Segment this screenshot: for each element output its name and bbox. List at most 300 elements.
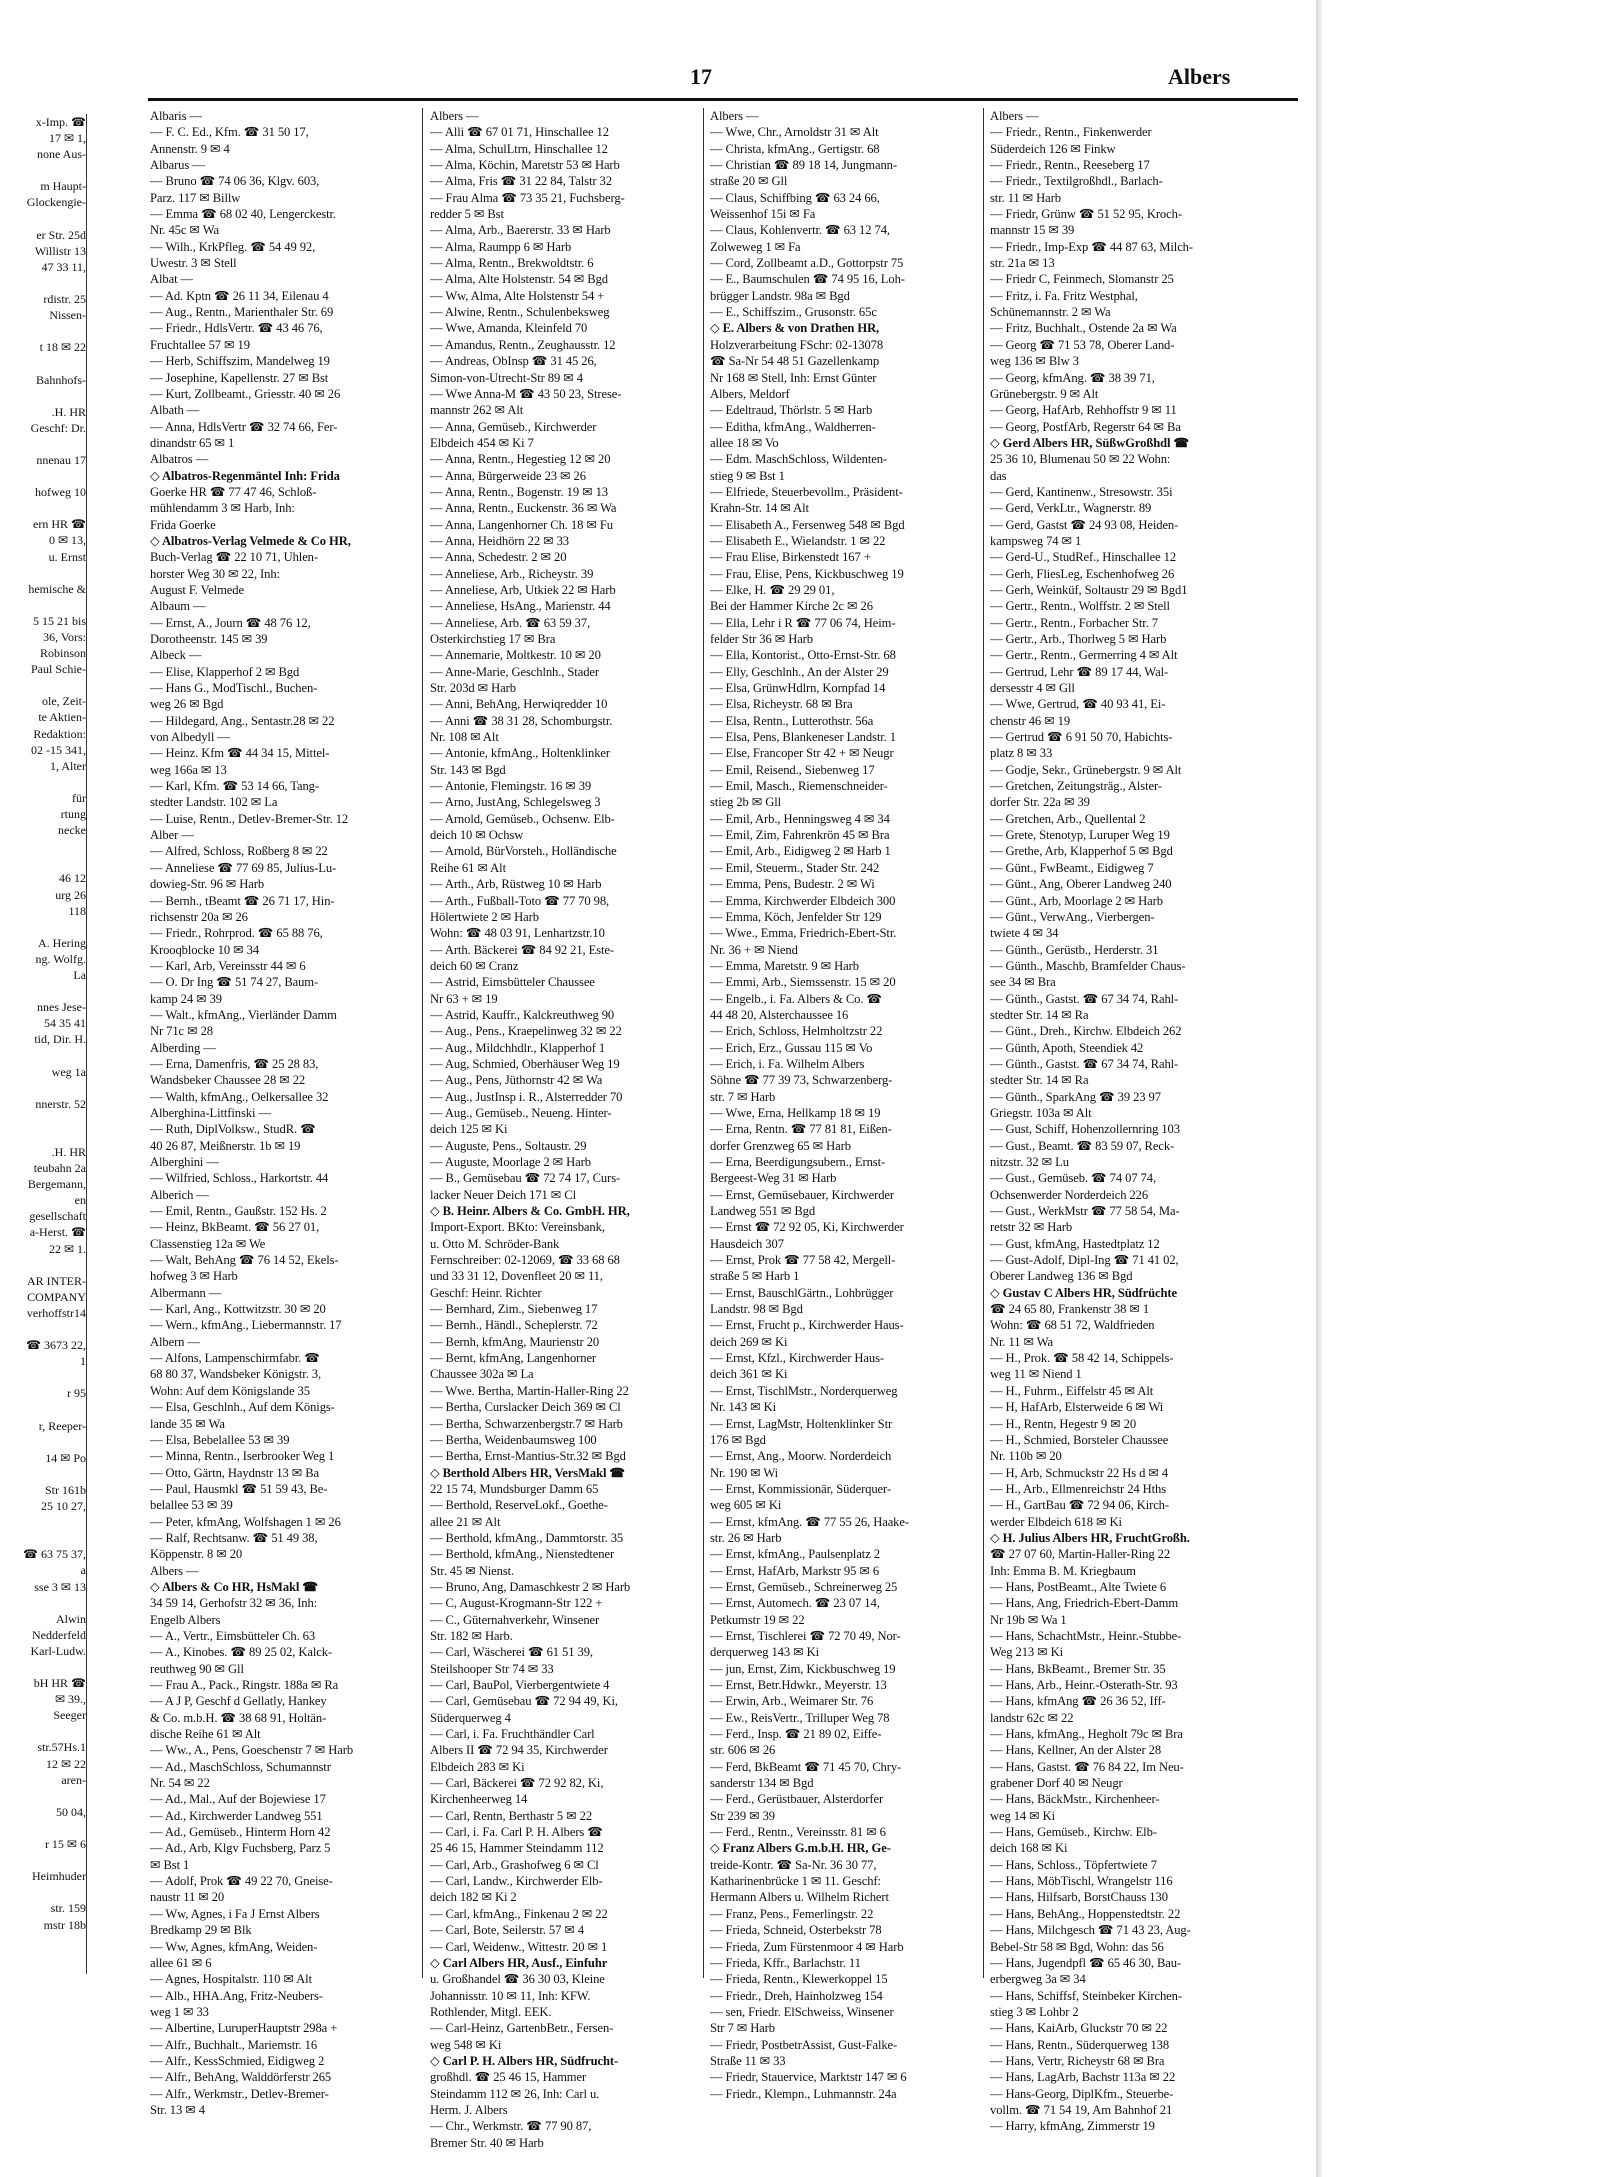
directory-entry-line: — Peter, kfmAng, Wolfshagen 1 ✉ 26 <box>150 1514 341 1529</box>
directory-entry-line <box>0 211 86 227</box>
directory-entry-line <box>0 355 86 371</box>
running-head: Albers <box>1168 64 1231 89</box>
directory-entry-line: — Hans, Gastst. ☎ 76 84 22, Im Neu- <box>990 1759 1184 1774</box>
directory-entry-line: — Emil, Reisend., Siebenweg 17 <box>710 762 875 777</box>
directory-entry-line: — Ernst, Kfzl., Kirchwerder Haus- <box>710 1351 885 1366</box>
directory-entry-line: — H., Arb., Ellmenreichstr 24 Hths <box>990 1481 1167 1496</box>
directory-entry-line: Nissen- <box>49 308 86 323</box>
directory-entry-line: — Ad., Arb, Klgv Fuchsberg, Parz 5 <box>150 1841 331 1856</box>
directory-entry-line: — Bertha, Weidenbaumsweg 100 <box>430 1432 597 1447</box>
directory-entry-line: Albers — <box>710 109 759 123</box>
directory-entry-line: — Friedr., Textilgroßhdl., Barlach- <box>990 174 1163 189</box>
directory-entry-line: — Carl-Heinz, GartenbBetr., Fersen- <box>430 2021 614 2036</box>
directory-entry-line: — Günt., Dreh., Kirchw. Elbdeich 262 <box>990 1024 1182 1039</box>
directory-entry-line: — Emmi, Arb., Siemssenstr. 15 ✉ 20 <box>710 975 896 990</box>
directory-entry-line: — Ernst, Automech. ☎ 23 07 14, <box>710 1596 880 1611</box>
directory-entry-line <box>0 1530 86 1546</box>
directory-entry-line: 25 10 27, <box>41 1499 86 1514</box>
directory-entry-line: — Anneliese, Arb. ☎ 63 59 37, <box>430 615 591 630</box>
directory-entry-line: — Alma, Köchin, Maretstr 53 ✉ Harb <box>430 158 620 173</box>
directory-entry-line: Willistr 13 <box>34 243 86 258</box>
directory-entry-line: — Frau Elise, Birkenstedt 167 + <box>710 550 871 565</box>
directory-entry-line: Str. 45 ✉ Nienst. <box>430 1563 515 1578</box>
directory-entry-line: 22 ✉ 1. <box>48 1241 86 1256</box>
directory-entry-line: Grünebergstr. 9 ✉ Alt <box>990 386 1099 401</box>
directory-entry-line: — Hans, Rentn., Süderquerweg 138 <box>990 2037 1170 2052</box>
directory-entry-line: — Karl, Ang., Kottwitzstr. 30 ✉ 20 <box>150 1302 326 1317</box>
directory-entry-line: deich 361 ✉ Ki <box>710 1367 788 1382</box>
directory-entry-line: — Ew., ReisVertr., Trilluper Weg 78 <box>710 1710 890 1725</box>
directory-entry-line: Classenstieg 12a ✉ We <box>150 1236 266 1251</box>
directory-entry-line: Petkumstr 19 ✉ 22 <box>710 1612 805 1627</box>
directory-entry-line: r, Reeper- <box>38 1418 86 1433</box>
directory-entry-line: nnenau 17 <box>36 452 86 467</box>
directory-entry-line: — Auguste, Pens., Soltaustr. 29 <box>430 1138 587 1153</box>
directory-entry-line: stieg 3 ✉ Lohbr 2 <box>990 2004 1079 2019</box>
directory-entry-line: — Friedr C, Feinmech, Slomanstr 25 <box>990 272 1174 287</box>
directory-entry-line <box>0 388 86 404</box>
directory-entry-line: str. 159 <box>50 1901 86 1916</box>
directory-entry-line: werder Elbdeich 618 ✉ Ki <box>990 1514 1122 1529</box>
directory-entry-line: — Josephine, Kapellenstr. 27 ✉ Bst <box>150 370 329 385</box>
directory-entry-line: retstr 32 ✉ Harb <box>990 1220 1073 1235</box>
directory-entry-line: — Heinz. Kfm ☎ 44 34 15, Mittel- <box>150 746 330 761</box>
directory-entry-line: & Co. m.b.H. ☎ 38 68 91, Holtän- <box>150 1710 327 1725</box>
directory-entry-line: allee 21 ✉ Alt <box>430 1514 501 1529</box>
directory-entry-line: 118 <box>68 903 86 918</box>
directory-entry-line: — Anna, Rentn., Bogenstr. 19 ✉ 13 <box>430 484 608 499</box>
directory-entry-line: Wohn: Auf dem Königslande 35 <box>150 1383 310 1398</box>
firm-entry-line: ◇ Carl Albers HR, Ausf., Einfuhr <box>430 1955 608 1970</box>
directory-entry-line: Hermann Albers u. Wilhelm Richert <box>710 1890 889 1905</box>
directory-entry-line: — Minna, Rentn., Iserbrooker Weg 1 <box>150 1449 335 1464</box>
directory-entry-line: — Ernst, BauschlGärtn., Lohbrügger <box>710 1285 894 1300</box>
directory-entry-line: — Antonie, Flemingstr. 16 ✉ 39 <box>430 779 592 794</box>
directory-entry-line: lacker Neuer Deich 171 ✉ Cl <box>430 1187 576 1202</box>
directory-entry-line: — Alwine, Rentn., Schulenbeksweg <box>430 305 610 320</box>
directory-entry-line: — Alma, Arb., Baererstr. 33 ✉ Harb <box>430 223 611 238</box>
directory-entry-line: — Anneliese, Arb., Richeystr. 39 <box>430 566 594 581</box>
directory-entry-line: — Bertha, Schwarzenbergstr.7 ✉ Harb <box>430 1416 623 1431</box>
directory-entry-line: — Elisabeth E., Wielandstr. 1 ✉ 22 <box>710 533 886 548</box>
directory-entry-line: Köppenstr. 8 ✉ 20 <box>150 1547 243 1562</box>
directory-entry-line: 34 59 14, Gerhofstr 32 ✉ 36, Inh: <box>150 1596 318 1611</box>
directory-entry-line: — H., Schmied, Borsteler Chaussee <box>990 1432 1169 1447</box>
directory-entry-line: Zolweweg 1 ✉ Fa <box>710 239 801 254</box>
directory-entry-line: Albers II ☎ 72 94 35, Kirchwerder <box>430 1743 608 1758</box>
directory-entry-line: Johannisstr. 10 ✉ 11, Inh: KFW. <box>430 1988 591 2003</box>
directory-entry-line: 36, Vors: <box>43 630 86 644</box>
directory-entry-line: Wohn: ☎ 68 51 72, Waldfrieden <box>990 1318 1155 1333</box>
directory-entry-line: — Friedr, Stauervice, Marktstr 147 ✉ 6 <box>710 2070 907 2085</box>
directory-entry-line: 02 -15 341, <box>31 742 86 757</box>
directory-entry-line: — Elisabeth A., Fersenweg 548 ✉ Bgd <box>710 517 905 532</box>
directory-entry-line: — Herb, Schiffszim, Mandelweg 19 <box>150 354 330 369</box>
directory-entry-line: 12 ✉ 22 <box>45 1756 86 1771</box>
directory-entry-line: — Georg ☎ 71 53 78, Oberer Land- <box>990 337 1175 352</box>
directory-entry-line: — Friedr, PostbetrAssist, Gust-Falke- <box>710 2037 898 2052</box>
directory-entry-line: — Hans, Arb., Heinr.-Osterath-Str. 93 <box>990 1678 1178 1692</box>
directory-entry-line: Str. 203d ✉ Harb <box>430 681 516 696</box>
directory-entry-line: — Ernst, Frucht p., Kirchwerder Haus- <box>710 1318 904 1333</box>
directory-entry-line: deich 168 ✉ Ki <box>990 1841 1068 1856</box>
directory-entry-line: — Grethe, Arb, Klapperhof 5 ✉ Bgd <box>990 844 1173 859</box>
directory-entry-line: — Frau Alma ☎ 73 35 21, Fuchsberg- <box>430 190 625 205</box>
directory-entry-line: — Emma, Pens, Budestr. 2 ✉ Wi <box>710 877 875 892</box>
directory-entry-line: — Auguste, Moorlage 2 ✉ Harb <box>430 1155 591 1169</box>
directory-entry-line: — Ernst, Gemüseb., Schreinerweg 25 <box>710 1579 898 1594</box>
directory-entry-line: — Ernst, Betr.Hdwkr., Meyerstr. 13 <box>710 1678 887 1692</box>
directory-entry-line: — Hans, Kellner, An der Alster 28 <box>990 1743 1162 1758</box>
directory-entry-line: Herm. J. Albers <box>430 2102 508 2117</box>
directory-entry-line: — Gerd, Kantinenw., Stresowstr. 35i <box>990 484 1173 499</box>
directory-entry-line: Dorotheenstr. 145 ✉ 39 <box>150 632 268 646</box>
directory-column-2 <box>430 108 696 2150</box>
directory-entry-line: — Emil, Arb., Eidigweg 2 ✉ Harb 1 <box>710 844 891 859</box>
directory-entry-line: — Ferd, BkBeamt ☎ 71 45 70, Chry- <box>710 1759 902 1774</box>
directory-entry-line: — Alma, Alte Holstenstr. 54 ✉ Bgd <box>430 272 608 287</box>
directory-entry-line: mannstr 262 ✉ Alt <box>430 403 524 418</box>
directory-entry-line <box>0 677 86 693</box>
directory-entry-line: Nr. 110b ✉ 20 <box>990 1449 1062 1464</box>
directory-entry-line: — Anneliese, Arb, Utkiek 22 ✉ Harb <box>430 582 616 597</box>
directory-entry-line: — Aug., Pens., Kraepelinweg 32 ✉ 22 <box>430 1024 622 1039</box>
directory-entry-line: — Frieda, Rentn., Klewerkoppel 15 <box>710 1972 888 1987</box>
directory-entry-line: — Hans, kfmAng ☎ 26 36 52, Iff- <box>990 1694 1166 1709</box>
directory-entry-line: — Paul, Hausmkl ☎ 51 59 43, Be- <box>150 1481 328 1496</box>
directory-entry-line: deich 10 ✉ Ochsw <box>430 828 524 843</box>
directory-entry-line: naustr 11 ✉ 20 <box>150 1890 225 1905</box>
directory-entry-line: — H, HafArb, Elsterweide 6 ✉ Wi <box>990 1400 1164 1415</box>
directory-entry-line: Albaum — <box>150 599 206 614</box>
directory-entry-line: — A., Vertr., Eimsbütteler Ch. 63 <box>150 1628 316 1643</box>
directory-entry-line: — Ernst, A., Journ ☎ 48 76 12, <box>150 615 311 630</box>
directory-entry-line: — A J P, Geschf d Gellatly, Hankey <box>150 1694 327 1709</box>
directory-entry-line: das <box>990 468 1007 483</box>
directory-column-1 <box>150 108 416 2117</box>
directory-entry-line: — Gerd, VerkLtr., Wagnerstr. 89 <box>990 501 1152 516</box>
directory-entry-line: — Carl, Gemüsebau ☎ 72 94 49, Ki, <box>430 1694 618 1709</box>
directory-entry-line: Engelb Albers <box>150 1612 221 1627</box>
directory-entry-line: mannstr 15 ✉ 39 <box>990 223 1075 238</box>
directory-entry-line: Albatros — <box>150 452 209 467</box>
firm-entry-line: ◇ Albatros-Verlag Velmede & Co HR, <box>150 533 351 548</box>
directory-entry-line: redder 5 ✉ Bst <box>430 207 504 222</box>
directory-entry-line: 68 80 37, Wandsbeker Königstr. 3, <box>150 1367 322 1382</box>
column-divider <box>983 108 984 1978</box>
directory-entry-line: ☎ Sa-Nr 54 48 51 Gazellenkamp <box>710 354 880 369</box>
directory-entry-line: Ochsenwerder Norderdeich 226 <box>990 1187 1149 1202</box>
directory-entry-line: ✉ 39., <box>54 1692 86 1707</box>
directory-entry-line: Rothlender, Mitgl. EEK. <box>430 2004 552 2019</box>
directory-entry-line: — Hans, Schloss., Töpfertwiete 7 <box>990 1857 1157 1872</box>
directory-entry-line <box>0 1402 86 1418</box>
directory-entry-line: str. 26 ✉ Harb <box>710 1530 782 1545</box>
directory-entry-line: — Ralf, Rechtsanw. ☎ 51 49 38, <box>150 1530 318 1545</box>
firm-entry-line: ◇ Franz Albers G.m.b.H. HR, Ge- <box>710 1841 891 1856</box>
directory-entry-line: Buch-Verlag ☎ 22 10 71, Uhlen- <box>150 550 318 565</box>
column-divider <box>703 108 704 1978</box>
directory-entry-line: — Hans, BäckMstr., Kirchenheer- <box>990 1792 1160 1807</box>
directory-entry-line: — Bernt, kfmAng, Langenhorner <box>430 1351 597 1366</box>
directory-entry-line: Nr 71c ✉ 28 <box>150 1024 213 1039</box>
directory-entry-line: straße 20 ✉ Gll <box>710 174 788 189</box>
directory-entry-line: — Emma, Maretstr. 9 ✉ Harb <box>710 958 859 973</box>
firm-entry-line: ◇ E. Albers & von Drathen HR, <box>710 321 880 336</box>
directory-entry-line: twiete 4 ✉ 34 <box>990 926 1059 941</box>
directory-entry-line: — Gertr., Rentn., Germerring 4 ✉ Alt <box>990 648 1178 663</box>
directory-entry-line: Chaussee 302a ✉ La <box>430 1367 534 1382</box>
directory-entry-line: — Günth., Gastst. ☎ 67 34 74, Rahl- <box>990 991 1179 1006</box>
directory-entry-line: — Kurt, Zollbeamt., Griesstr. 40 ✉ 26 <box>150 386 341 401</box>
directory-entry-line: dowieg-Str. 96 ✉ Harb <box>150 877 265 892</box>
directory-entry-line: Geschf: Dr. <box>30 420 86 435</box>
directory-entry-line: Wandsbeker Chaussee 28 ✉ 22 <box>150 1073 306 1088</box>
directory-entry-line: — Arno, JustAng, Schlegelsweg 3 <box>430 795 601 810</box>
directory-entry-line: bH HR ☎ <box>33 1676 86 1691</box>
directory-entry-line: — Emma, Kirchwerder Elbdeich 300 <box>710 893 896 908</box>
directory-entry-line: Bebel-Str 58 ✉ Bgd, Wohn: das 56 <box>990 1939 1164 1954</box>
directory-entry-line: 14 ✉ Po <box>45 1450 86 1465</box>
directory-entry-line: Alberghini — <box>150 1155 219 1169</box>
directory-entry-line: — Godje, Sekr., Grünebergstr. 9 ✉ Alt <box>990 762 1182 777</box>
directory-entry-line: für <box>72 790 86 805</box>
directory-entry-line: COMPANY <box>27 1289 86 1304</box>
directory-entry-line: — Andreas, ObInsp ☎ 31 45 26, <box>430 354 597 369</box>
directory-entry-line <box>0 1080 86 1096</box>
directory-entry-line: — Erna, Beerdigungsubern., Ernst- <box>710 1155 886 1169</box>
directory-entry-line: — Elsa, Geschlnh., Auf dem Königs- <box>150 1400 335 1415</box>
directory-entry-line: — Elsa, GrünwHdlrn, Kornpfad 14 <box>710 681 886 696</box>
directory-entry-line: — Emil, Steuerm., Stader Str. 242 <box>710 860 880 875</box>
directory-entry-line: — Friedr., Rentn., Reeseberg 17 <box>990 158 1150 173</box>
directory-entry-line: Nr. 45c ✉ Wa <box>150 223 219 238</box>
directory-entry-line: stieg 9 ✉ Bst 1 <box>710 468 785 483</box>
directory-entry-line: — Emma, Köch, Jenfelder Str 129 <box>710 909 882 924</box>
directory-entry-line <box>0 774 86 790</box>
directory-entry-line: — Walt., kfmAng., Vierländer Damm <box>150 1007 337 1022</box>
directory-entry-line: weg 605 ✉ Ki <box>710 1498 782 1513</box>
directory-entry-line: — Hans G., ModTischl., Buchen- <box>150 681 318 696</box>
directory-entry-line: — Friedr., Imp-Exp ☎ 44 87 63, Milch- <box>990 239 1193 254</box>
directory-entry-line: — Günt., Ang, Oberer Landweg 240 <box>990 877 1172 892</box>
directory-entry-line: — Frau, Elise, Pens, Kickbuschweg 19 <box>710 566 904 581</box>
directory-entry-line: — Alfr., Werkmstr., Detlev-Bremer- <box>150 2086 329 2101</box>
directory-entry-line: str. 21a ✉ 13 <box>990 256 1055 271</box>
directory-entry-line: — Ad., MaschSchloss, Schumannstr <box>150 1759 331 1774</box>
directory-entry-line: 176 ✉ Bgd <box>710 1432 766 1447</box>
directory-entry-line: Frida Goerke <box>150 517 216 532</box>
directory-entry-line: — Gretchen, Zeitungsträg., Alster- <box>990 779 1162 794</box>
directory-entry-line: — Alfr., Buchhalt., Mariemstr. 16 <box>150 2037 318 2052</box>
directory-entry-line: u. Großhandel ☎ 36 30 03, Kleine <box>430 1972 605 1987</box>
directory-entry-line: str.57Hs.1 <box>37 1740 86 1755</box>
directory-entry-line: — Anna, Bürgerweide 23 ✉ 26 <box>430 468 586 483</box>
directory-entry-line: hofweg 10 <box>35 485 86 500</box>
directory-entry-line: nnerstr. 52 <box>35 1096 86 1111</box>
directory-entry-line: treide-Kontr. ☎ Sa-Nr. 36 30 77, <box>710 1857 877 1872</box>
directory-entry-line: deich 269 ✉ Ki <box>710 1334 788 1349</box>
directory-entry-line <box>0 1321 86 1337</box>
directory-entry-line: — Hans, BkBeamt., Bremer Str. 35 <box>990 1661 1166 1676</box>
directory-entry-line: — Erna, Damenfris, ☎ 25 28 83, <box>150 1056 319 1071</box>
directory-entry-line: — Otto, Gärtn, Haydnstr 13 ✉ Ba <box>150 1465 320 1480</box>
directory-column-4 <box>990 108 1256 2134</box>
directory-entry-line: hemische & <box>28 581 86 596</box>
directory-entry-line: — Gerd-U., StudRef., Hinschallee 12 <box>990 550 1177 565</box>
directory-entry-line: Alberghina-Littfinski — <box>150 1105 271 1120</box>
directory-entry-line: allee 18 ✉ Vo <box>710 435 779 450</box>
directory-entry-line: .H. HR <box>51 1145 86 1159</box>
directory-entry-line: nnes Jese- <box>37 1000 86 1015</box>
directory-entry-line: — Carl, kfmAng., Finkenau 2 ✉ 22 <box>430 1906 608 1921</box>
directory-entry-line: — Erwin, Arb., Weimarer Str. 76 <box>710 1694 874 1709</box>
directory-entry-line: — Anne-Marie, Geschlnh., Stader <box>430 664 599 679</box>
directory-entry-line: Krahn-Str. 14 ✉ Alt <box>710 501 809 516</box>
directory-entry-line: Simon-von-Utrecht-Str 89 ✉ 4 <box>430 370 583 385</box>
directory-entry-line: belallee 53 ✉ 39 <box>150 1498 233 1513</box>
directory-entry-line: derquerweg 143 ✉ Ki <box>710 1645 820 1660</box>
directory-entry-line: — Arnold, BürVorsteh., Holländische <box>430 844 617 859</box>
directory-entry-line: Albeck — <box>150 648 202 663</box>
directory-entry-line: — Bertha, Curslacker Deich 369 ✉ Cl <box>430 1400 621 1415</box>
directory-entry-line: — Günth., Gerüstb., Herderstr. 31 <box>990 942 1159 957</box>
directory-entry-line: — Günt., FwBeamt., Eidigweg 7 <box>990 860 1154 875</box>
directory-entry-line: — Chr., Werkmstr. ☎ 77 90 87, <box>430 2119 592 2134</box>
directory-entry-line: — Hans, Vertr, Richeystr 68 ✉ Bra <box>990 2053 1165 2068</box>
directory-entry-line: Paul Schie- <box>31 662 86 677</box>
directory-entry-line: — Günth, Apoth, Steendiek 42 <box>990 1040 1144 1055</box>
directory-entry-line: — Carl, Wäscherei ☎ 61 51 39, <box>430 1645 593 1660</box>
directory-entry-line: Uwestr. 3 ✉ Stell <box>150 256 237 271</box>
directory-entry-line: Nr. 108 ✉ Alt <box>430 730 499 745</box>
directory-entry-line: — Antonie, kfmAng., Holtenklinker <box>430 746 610 761</box>
directory-entry-line: — Elke, H. ☎ 29 29 01, <box>710 582 835 597</box>
directory-entry-line: — Carl, i. Fa. Carl P. H. Albers ☎ <box>430 1825 603 1840</box>
directory-entry-line: Griegstr. 103a ✉ Alt <box>990 1105 1092 1120</box>
directory-entry-line: weg 1a <box>51 1064 86 1079</box>
directory-entry-line: Str 161b <box>44 1482 86 1497</box>
directory-entry-line: August F. Velmede <box>150 582 244 597</box>
directory-entry-line: — Ferd., Insp. ☎ 21 89 02, Eiffe- <box>710 1727 882 1742</box>
directory-entry-line: — Gust, Schiff, Hohenzollernring 103 <box>990 1122 1180 1137</box>
directory-entry-line <box>0 1128 86 1144</box>
directory-entry-line: Bei der Hammer Kirche 2c ✉ 26 <box>710 599 873 614</box>
directory-entry-line: — Editha, kfmAng., Waldherren- <box>710 419 876 434</box>
directory-entry-line: — Bernh, kfmAng, Maurienstr 20 <box>430 1334 600 1349</box>
directory-entry-line: — Friedr., Rohrprod. ☎ 65 88 76, <box>150 926 323 941</box>
directory-entry-line: von Albedyll — <box>150 730 230 745</box>
directory-entry-line: — Elise, Klapperhof 2 ✉ Bgd <box>150 664 300 679</box>
directory-entry-line: 25 36 10, Blumenau 50 ✉ 22 Wohn: <box>990 452 1171 467</box>
directory-entry-line: — Anna, Heidhörn 22 ✉ 33 <box>430 533 569 548</box>
directory-entry-line: Nr. 143 ✉ Ki <box>710 1400 777 1415</box>
directory-entry-line: — Anna, Rentn., Hegestieg 12 ✉ 20 <box>430 452 611 467</box>
directory-entry-line <box>0 1369 86 1385</box>
directory-entry-line: Nedderfeld <box>32 1627 86 1642</box>
directory-entry-line: — Fritz, i. Fa. Fritz Westphal, <box>990 288 1138 303</box>
directory-entry-line: ng. Wolfg. <box>35 951 86 966</box>
directory-entry-line: — C., Güternahverkehr, Winsener <box>430 1612 600 1627</box>
directory-entry-line <box>0 162 86 178</box>
directory-entry-line: 17 ✉ 1, <box>48 131 86 146</box>
directory-entry-line: u. Ernst <box>48 549 86 564</box>
directory-entry-line: — Arth., Fußball-Toto ☎ 77 70 98, <box>430 893 610 908</box>
directory-entry-line: — H., Rentn, Hegestr 9 ✉ 20 <box>990 1416 1137 1431</box>
directory-entry-line: stedter Str. 14 ✉ Ra <box>990 1073 1089 1088</box>
directory-entry-line: — Wwe, Chr., Arnoldstr 31 ✉ Alt <box>710 125 879 140</box>
directory-entry-line: ern HR ☎ <box>33 517 86 532</box>
directory-entry-line: — Arth., Arb, Rüstweg 10 ✉ Harb <box>430 877 602 892</box>
directory-entry-line: Albaris — <box>150 109 202 123</box>
directory-entry-line: — Hans, PostBeamt., Alte Twiete 6 <box>990 1579 1167 1594</box>
directory-entry-line: — Gertr., Rentn., Wolffstr. 2 ✉ Stell <box>990 599 1170 614</box>
directory-entry-line: aren- <box>61 1772 86 1787</box>
directory-entry-line: — Wwe. Bertha, Martin-Haller-Ring 22 <box>430 1383 629 1398</box>
directory-entry-line: — Ernst, Kommissionär, Süderquer- <box>710 1481 891 1496</box>
directory-entry-line: — Frau A., Pack., Ringstr. 188a ✉ Ra <box>150 1678 339 1692</box>
directory-entry-line: Albers — <box>430 109 479 123</box>
directory-entry-line: — Ad., Gemüseb., Hinterm Horn 42 <box>150 1825 331 1840</box>
directory-entry-line: — Hans, Milchgesch ☎ 71 43 23, Aug- <box>990 1923 1191 1938</box>
directory-entry-line: — Gust., Beamt. ☎ 83 59 07, Reck- <box>990 1138 1175 1153</box>
directory-entry-line: — Bruno ☎ 74 06 36, Klgv. 603, <box>150 174 320 189</box>
directory-entry-line: — Wern., kfmAng., Liebermannstr. 17 <box>150 1318 342 1333</box>
directory-entry-line: — Bernh., tBeamt ☎ 26 71 17, Hin- <box>150 893 335 908</box>
directory-entry-line: stedter Str. 14 ✉ Ra <box>990 1007 1089 1022</box>
directory-entry-line: — Bernh., Händl., Scheplerstr. 72 <box>430 1318 598 1333</box>
firm-entry-line: ◇ Gustav C Albers HR, Südfrüchte <box>990 1285 1178 1300</box>
directory-entry-line: — Hans-Georg, DiplKfm., Steuerbe- <box>990 2086 1174 2101</box>
directory-entry-line: — Wwe., Emma, Friedrich-Ebert-Str. <box>710 926 897 941</box>
directory-entry-line: Inh: Emma B. M. Kriegbaum <box>990 1563 1136 1578</box>
directory-entry-line: — Elsa, Pens, Blankeneser Landstr. 1 <box>710 730 896 745</box>
directory-entry-line <box>0 854 86 870</box>
directory-entry-line: — H., Prok. ☎ 58 42 14, Schippels- <box>990 1351 1174 1366</box>
directory-entry-line: — Georg, kfmAng. ☎ 38 39 71, <box>990 370 1155 385</box>
directory-entry-line: — Alli ☎ 67 01 71, Hinschallee 12 <box>430 125 609 140</box>
directory-entry-line: — Anni, BehAng, Herwiqredder 10 <box>430 697 608 712</box>
directory-entry-line: — Alfred, Schloss, Roßberg 8 ✉ 22 <box>150 844 328 859</box>
directory-entry-line: — Gretchen, Arb., Quellental 2 <box>990 811 1146 826</box>
directory-entry-line: — C, August-Krogmann-Str 122 + <box>430 1596 603 1611</box>
directory-entry-line <box>0 436 86 452</box>
directory-entry-line: — Günt., Arb, Moorlage 2 ✉ Harb <box>990 893 1163 908</box>
directory-entry-line: — E., Baumschulen ☎ 74 95 16, Loh- <box>710 272 905 287</box>
directory-entry-line: — Gust-Adolf, Dipl-Ing ☎ 71 41 02, <box>990 1253 1179 1268</box>
directory-entry-line: — Hans, kfmAng., Hegholt 79c ✉ Bra <box>990 1727 1183 1742</box>
firm-entry-line: ◇ Albers & Co HR, HsMakl ☎ <box>150 1579 318 1594</box>
directory-entry-line: allee 61 ✉ 6 <box>150 1955 212 1970</box>
directory-entry-line: — Alfr., KessSchmied, Eidigweg 2 <box>150 2053 325 2068</box>
directory-entry-line: — Günth., Maschb, Bramfelder Chaus- <box>990 958 1186 973</box>
directory-entry-line: — Elsa, Richeystr. 68 ✉ Bra <box>710 697 853 712</box>
directory-entry-line <box>0 1659 86 1675</box>
directory-entry-line: AR INTER- <box>27 1273 86 1288</box>
directory-entry-line: straße 5 ✉ Harb 1 <box>710 1269 800 1284</box>
directory-entry-line: tid, Dir. H. <box>34 1032 86 1047</box>
directory-entry-line: Albers — <box>990 109 1039 123</box>
directory-entry-line: Heimhuder <box>32 1869 86 1884</box>
directory-entry-line: kampsweg 74 ✉ 1 <box>990 533 1082 548</box>
directory-entry-line: landstr 62c ✉ 22 <box>990 1710 1074 1725</box>
directory-entry-line: te Aktien- <box>38 710 86 725</box>
directory-entry-line: Nr. 36 + ✉ Niend <box>710 942 798 957</box>
directory-entry-line: — Emma ☎ 68 02 40, Lengerckestr. <box>150 207 336 222</box>
directory-entry-line: — Frieda, Schneid, Osterbekstr 78 <box>710 1923 882 1938</box>
directory-entry-line: A. Hering <box>38 935 86 950</box>
directory-entry-line: 47 33 11, <box>41 259 86 274</box>
